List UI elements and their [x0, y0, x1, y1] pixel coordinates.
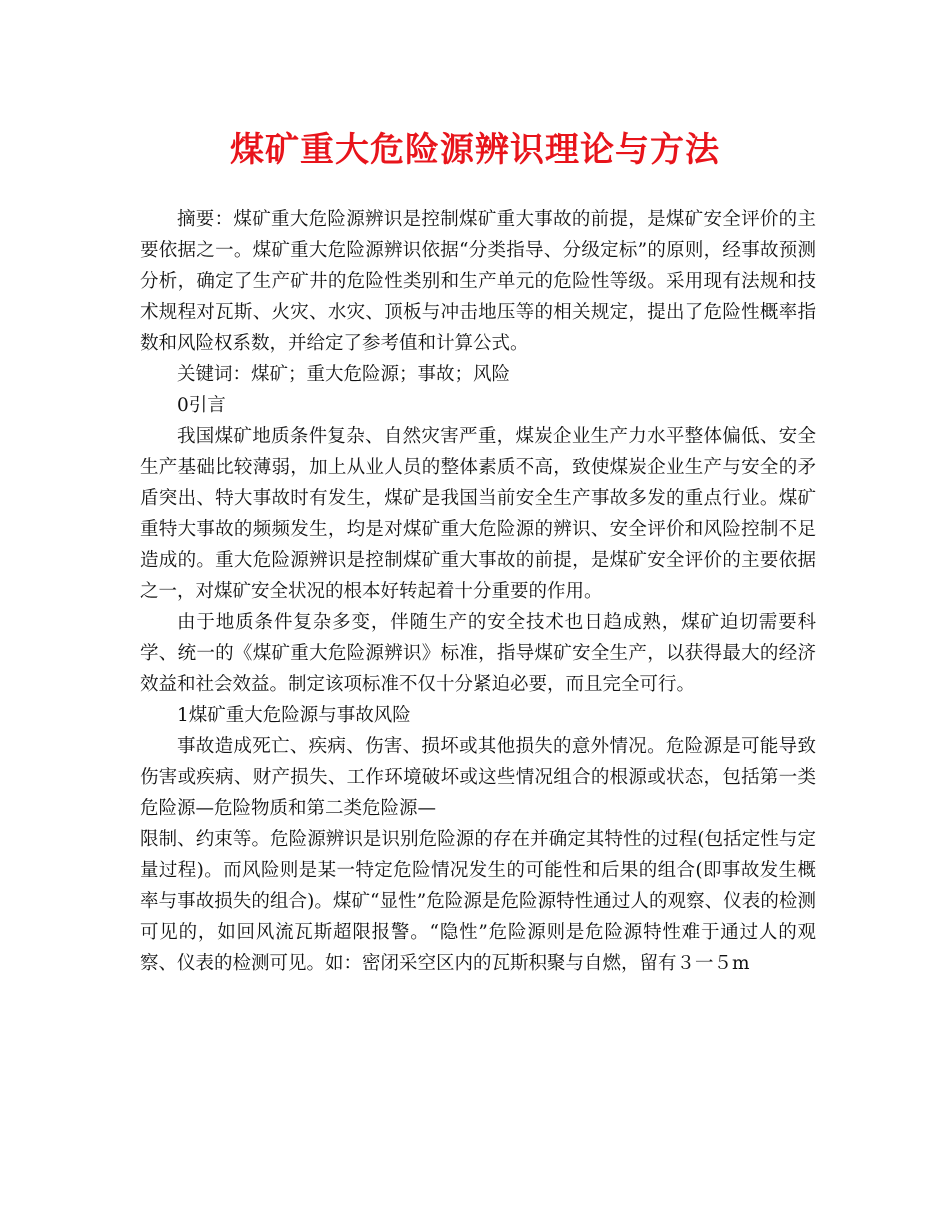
section-1-paragraph-1: 事故造成死亡、疾病、伤害、损坏或其他损失的意外情况。危险源是可能导致伤害或疾病、财产损失、工作环境破坏或这些情况组合的根源或状态，包括第一类危险源—危险物质和第二类危险源— — [140, 736, 816, 819]
document-body — [140, 204, 816, 979]
section-1-heading: 1煤矿重大危险源与事故风险 — [177, 705, 411, 726]
intro-paragraph-1: 我国煤矿地质条件复杂、自然灾害严重，煤炭企业生产力水平整体偏低、安全生产基础比较薄弱，加上从业人员的整体素质不高，致使煤炭企业生产与安全的矛盾突出、特大事故时有发生，煤矿是我国当前安全生产事故多发的重点行业。煤矿重特大事故的频频发生，均是对煤矿重大危险源的辨识、安全评价和风险控制不足造成的。重大危险源辨识是控制煤矿重大事故的前提，是煤矿安全评价的主要依据之一，对煤矿安全状况的根本好转起着十分重要的作用。 — [140, 426, 816, 602]
section-1-paragraph-2: 限制、约束等。危险源辨识是识别危险源的存在并确定其特性的过程(包括定性与定量过程)。而风险则是某一特定危险情况发生的可能性和后果的组合(即事故发生概率与事故损失的组合)。煤矿“显性”危险源是危险源特性通过人的观察、仪表的检测可见的，如回风流瓦斯超限报警。“隐性”危险源则是危险源特性难于通过人的观察、仪表的检测可见。如：密闭采空区内的瓦斯积聚与自燃，留有３一５m — [140, 829, 816, 974]
keywords-line: 关键词：煤矿；重大危险源；事故；风险 — [177, 364, 511, 385]
section-0-heading: 0引言 — [177, 395, 226, 416]
abstract-paragraph: 摘要：煤矿重大危险源辨识是控制煤矿重大事故的前提，是煤矿安全评价的主要依据之一。煤矿重大危险源辨识依据“分类指导、分级定标”的原则，经事故预测分析，确定了生产矿井的危险性类别和生产单元的危险性等级。采用现有法规和技术规程对瓦斯、火灾、水灾、顶板与冲击地压等的相关规定，提出了危险性概率指数和风险权系数，并给定了参考值和计算公式。 — [140, 209, 816, 354]
intro-paragraph-2: 由于地质条件复杂多变，伴随生产的安全技术也日趋成熟，煤矿迫切需要科学、统一的《煤矿重大危险源辨识》标准，指导煤矿安全生产，以获得最大的经济效益和社会效益。制定该项标准不仅十分紧迫必要，而且完全可行。 — [140, 612, 816, 695]
document-title: 煤矿重大危险源辨识理论与方法 — [230, 130, 720, 170]
